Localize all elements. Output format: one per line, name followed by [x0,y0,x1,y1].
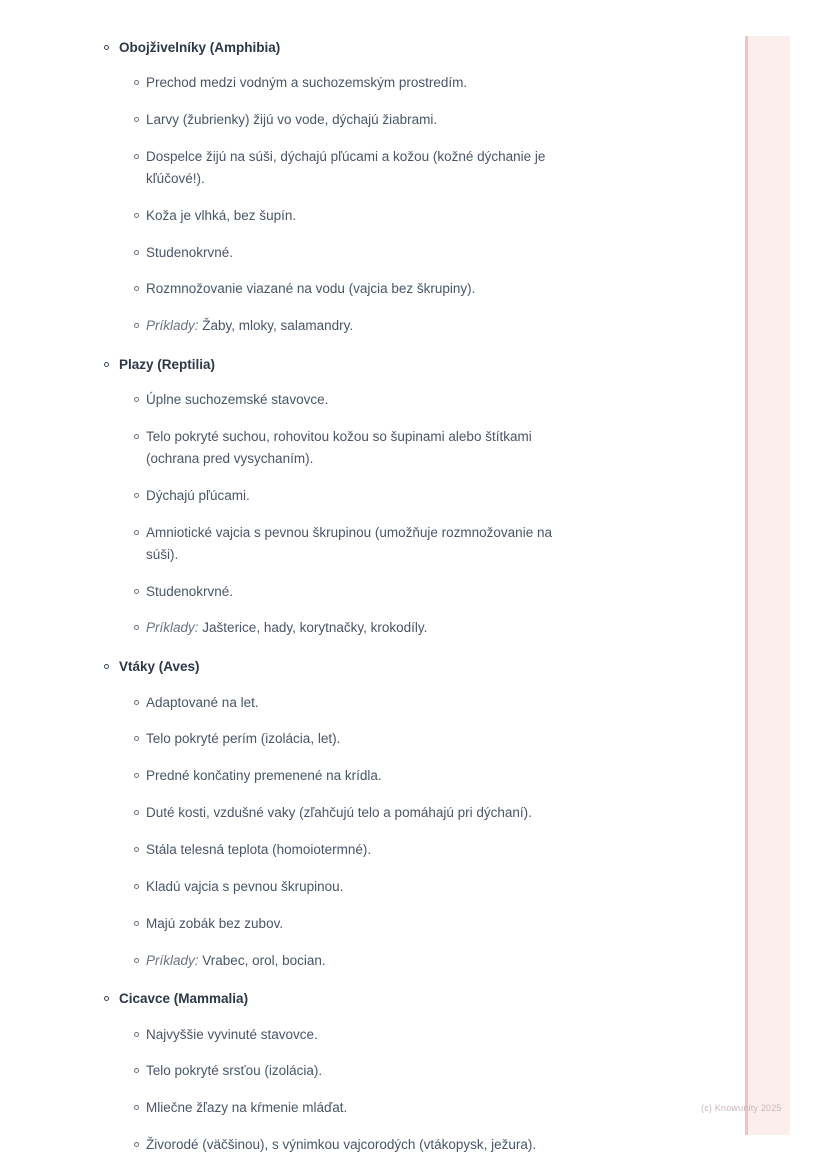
bullet-circle-icon [134,700,139,705]
bullet-circle-icon [134,921,139,926]
bullet-circle-icon [134,117,139,122]
class-heading [0,355,700,375]
class-feature-item [0,72,700,94]
class-feature-item [0,146,700,190]
class-feature-item [0,1060,700,1082]
examples-label: Príklady: [146,620,199,636]
bullet-circle-icon [104,362,109,367]
class-feature-item [0,617,700,639]
class-feature-text: Úplne suchozemské stavovce. [146,392,329,408]
bullet-circle-icon [134,847,139,852]
class-feature-text: Studenokrvné. [146,583,234,599]
bullet-circle-icon [134,213,139,218]
class-feature-item [0,581,700,603]
class-heading [0,989,700,1009]
class-heading-label: Obojživelníky (Amphibia) [119,40,281,55]
bullet-circle-icon [134,530,139,535]
vertebrate-class-list [0,38,700,1156]
class-feature-item [0,765,700,787]
class-feature-text: Kladú vajcia s pevnou škrupinou. [146,878,344,894]
class-feature-list [0,72,700,337]
class-heading-label: Plazy (Reptilia) [119,357,216,373]
bullet-circle-icon [134,250,139,255]
class-feature-text: Koža je vlhká, bez šupín. [146,207,297,223]
class-feature-text: Studenokrvné. [146,244,234,260]
class-feature-text: Predné končatiny premenené na krídla. [146,768,382,784]
class-feature-text: Mliečne žľazy na kŕmenie mláďat. [146,1100,348,1116]
class-feature-text: Najvyššie vyvinuté stavovce. [146,1026,318,1042]
bullet-circle-icon [134,1068,139,1073]
class-feature-item [0,1024,700,1046]
class-feature-text: Stála telesná teplota (homoiotermné). [146,841,372,857]
class-feature-list [0,1024,700,1156]
class-feature-text: Dýchajú pľúcami. [146,487,250,503]
class-feature-item [0,522,700,566]
class-feature-text: Larvy (žubrienky) žijú vo vode, dýchajú žiabrami. [146,112,438,128]
class-feature-item [0,109,700,131]
class-feature-text: Telo pokryté suchou, rohovitou kožou so šupinami alebo štítkami (ochrana pred vysychaním). [146,429,532,467]
class-feature-item [0,426,700,470]
copyright-watermark: (c) Knowunity 2025 [701,1103,782,1113]
class-feature-item [0,692,700,714]
class-feature-text: Žaby, mloky, salamandry. [202,318,354,334]
bullet-circle-icon [134,589,139,594]
class-feature-text: Vrabec, orol, bocian. [202,952,326,968]
vertebrate-class-group [0,657,700,971]
decorative-side-band [745,36,790,1135]
class-feature-text: Duté kosti, vzdušné vaky (zľahčujú telo a pomáhajú pri dýchaní). [146,805,532,821]
class-heading-label: Vtáky (Aves) [119,659,200,675]
class-feature-text: Telo pokryté srsťou (izolácia). [146,1063,323,1079]
bullet-circle-icon [134,154,139,159]
bullet-circle-icon [134,810,139,815]
bullet-circle-icon [104,664,109,669]
class-heading [0,38,700,58]
class-feature-item [0,839,700,861]
class-feature-text: Dospelce žijú na súši, dýchajú pľúcami a kožou (kožné dýchanie je kľúčové!). [146,148,546,186]
bullet-circle-icon [134,493,139,498]
bullet-circle-icon [134,1142,139,1147]
class-feature-text: Jašterice, hady, korytnačky, krokodíly. [202,620,428,636]
vertebrate-class-group [0,989,700,1156]
class-feature-list [0,389,700,639]
bullet-circle-icon [134,736,139,741]
bullet-circle-icon [134,884,139,889]
bullet-circle-icon [134,434,139,439]
class-feature-text: Rozmnožovanie viazané na vodu (vajcia bez škrupiny). [146,281,476,297]
class-feature-item [0,950,700,972]
vertebrate-class-group [0,355,700,639]
bullet-circle-icon [134,323,139,328]
class-feature-item [0,876,700,898]
class-feature-item [0,913,700,935]
class-feature-text: Živorodé (väčšinou), s výnimkou vajcorodých (vtákopysk, ježura). [146,1137,537,1153]
class-feature-item [0,728,700,750]
bullet-circle-icon [134,625,139,630]
bullet-circle-icon [104,996,109,1001]
class-feature-text: Majú zobák bez zubov. [146,915,284,931]
bullet-circle-icon [134,1105,139,1110]
examples-label: Príklady: [146,318,199,334]
class-feature-item [0,315,700,337]
class-feature-item [0,802,700,824]
class-feature-text: Adaptované na let. [146,694,259,710]
bullet-circle-icon [134,397,139,402]
class-feature-item [0,205,700,227]
class-heading-label: Cicavce (Mammalia) [119,991,249,1007]
class-feature-item [0,485,700,507]
class-feature-item [0,389,700,411]
bullet-circle-icon [134,286,139,291]
vertebrate-class-group [0,38,700,337]
bullet-circle-icon [104,45,109,50]
class-feature-text: Telo pokryté perím (izolácia, let). [146,731,341,747]
class-feature-item [0,278,700,300]
class-heading [0,657,700,677]
class-feature-list [0,692,700,972]
class-feature-item [0,1097,700,1119]
bullet-circle-icon [134,80,139,85]
examples-label: Príklady: [146,952,199,968]
class-feature-text: Amniotické vajcia s pevnou škrupinou (umožňuje rozmnožovanie na súši). [146,524,552,562]
bullet-circle-icon [134,1032,139,1037]
class-feature-item [0,1134,700,1156]
bullet-circle-icon [134,958,139,963]
bullet-circle-icon [134,773,139,778]
class-feature-item [0,242,700,264]
class-feature-text: Prechod medzi vodným a suchozemským prostredím. [146,75,468,91]
